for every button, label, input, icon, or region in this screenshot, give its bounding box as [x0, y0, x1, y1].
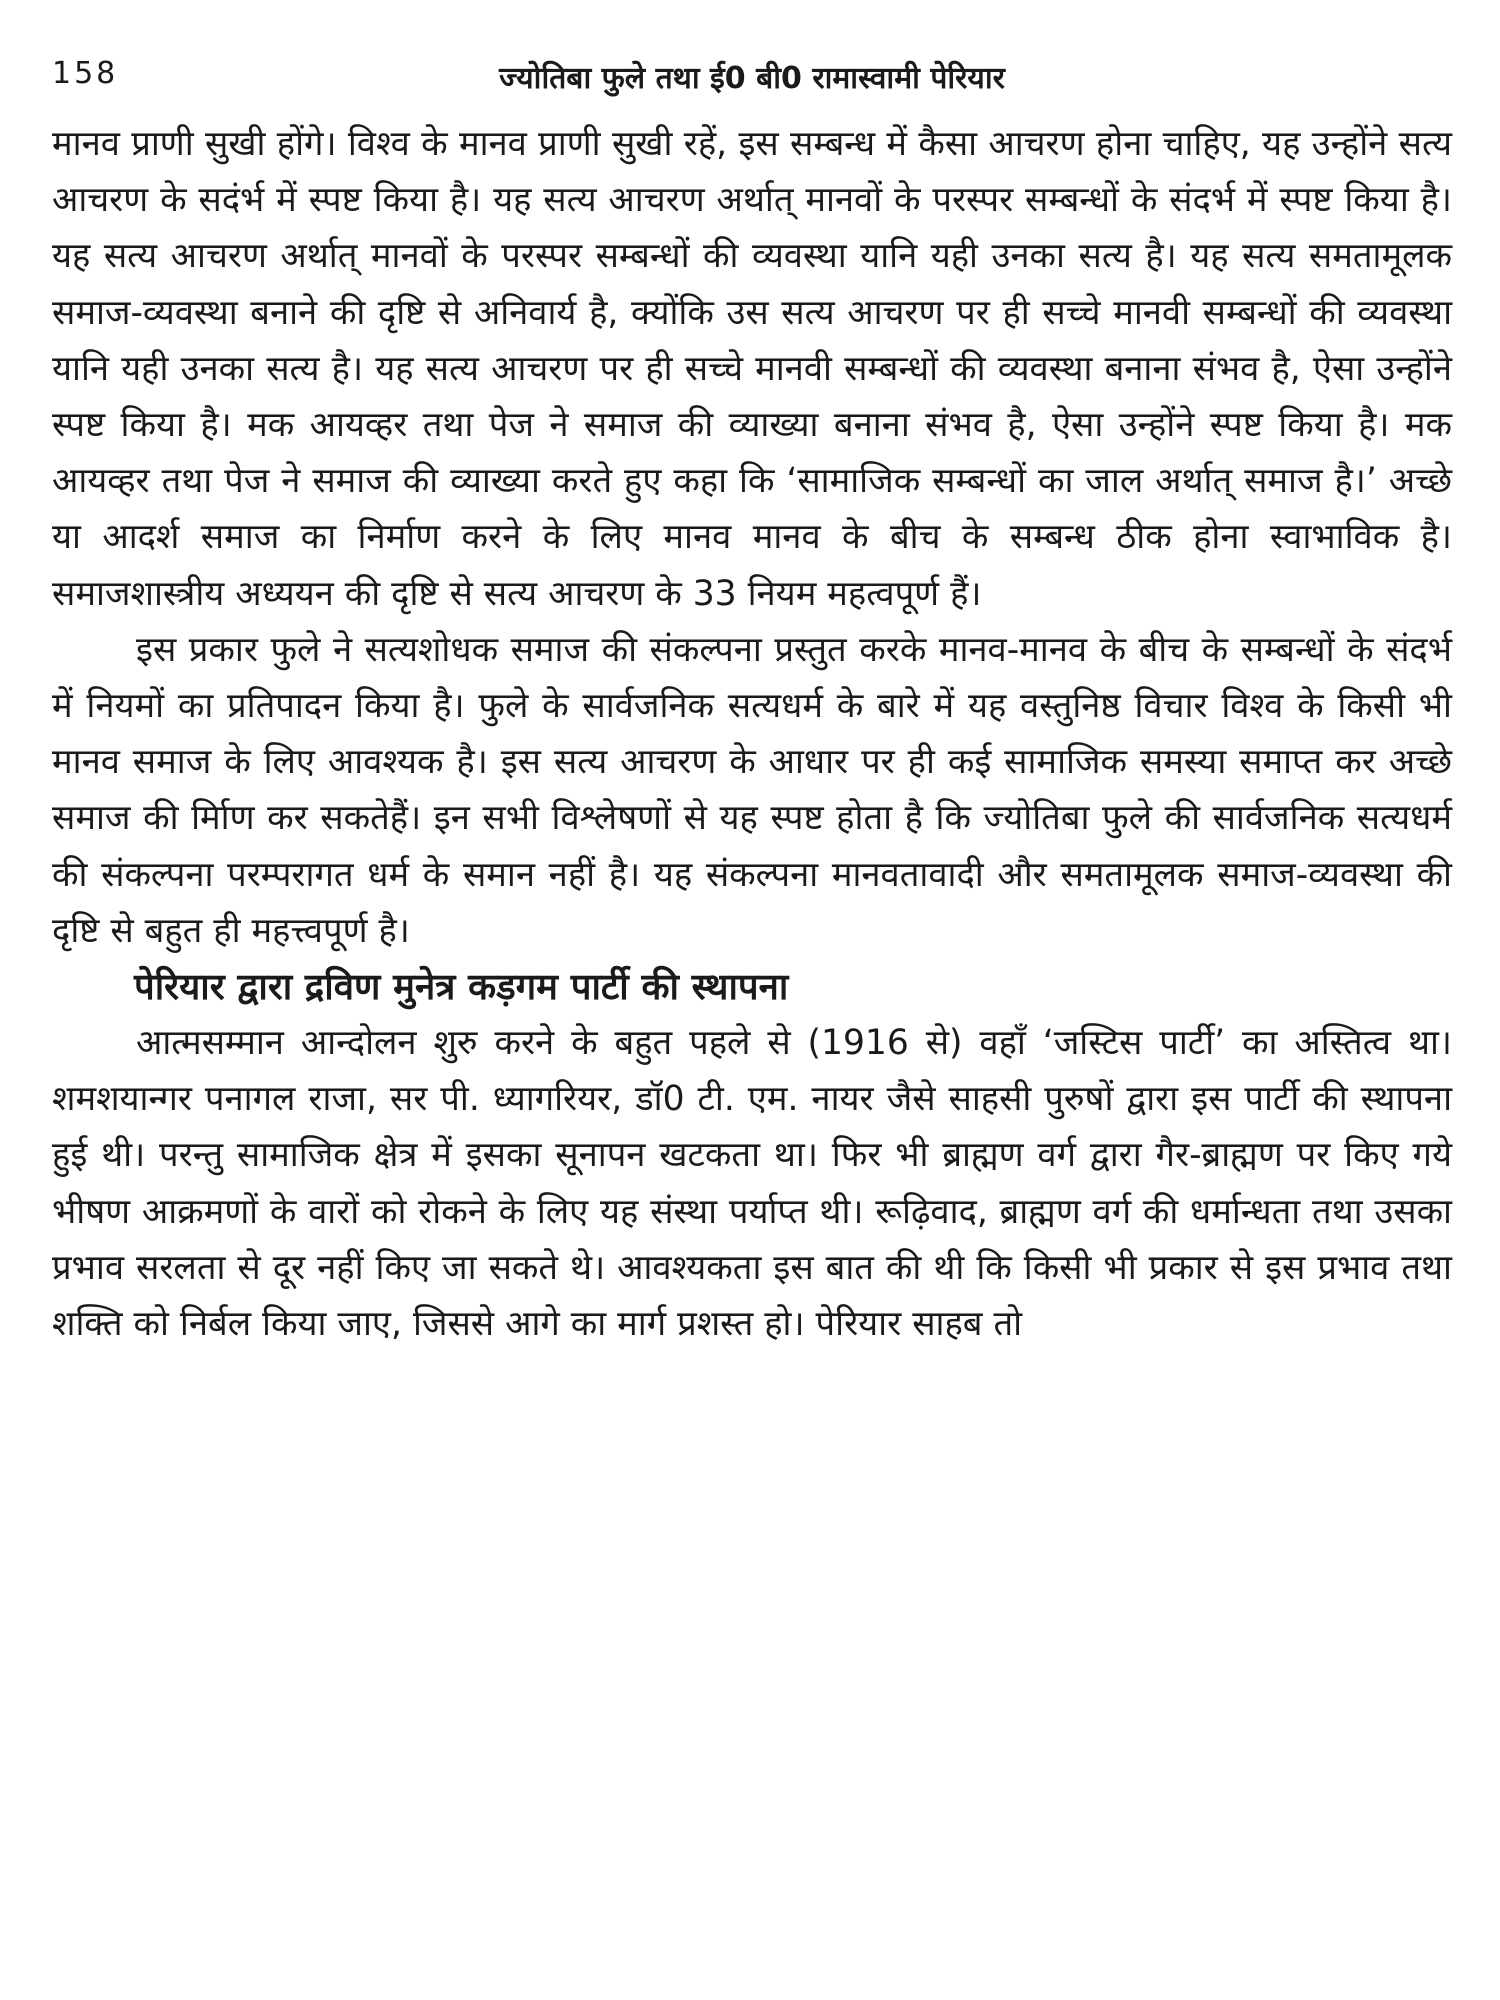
- page-header: [52, 56, 1452, 102]
- paragraph-3: आत्मसम्मान आन्दोलन शुरु करने के बहुत पहले से (1916 से) वहाँ ‘जस्टिस पार्टी’ का अस्तित्व था। शमशयान्गर पनागल राजा, सर पी. ध्यागरियर, डॉ0 टी. एम. नायर जैसे साहसी पुरुषों द्वारा इस पार्टी की स्थापना हुई थी। परन्तु सामाजिक क्षेत्र में इसका सूनापन खटकता था। फिर भी ब्राह्मण वर्ग द्वारा गैर-ब्राह्मण पर किए गये भीषण आक्रमणों के वारों को रोकने के लिए यह संस्था पर्याप्त थी। रूढ़िवाद, ब्राह्मण वर्ग की धर्मान्धता तथा उसका प्रभाव सरलता से दूर नहीं किए जा सकते थे। आवश्यकता इस बात की थी कि किसी भी प्रकार से इस प्रभाव तथा शक्ति को निर्बल किया जाए, जिससे आगे का मार्ग प्रशस्त हो। पेरियार साहब तो: [52, 1023, 1452, 1345]
- paragraph-1: मानव प्राणी सुखी होंगे। विश्व के मानव प्राणी सुखी रहें, इस सम्बन्ध में कैसा आचरण होना चाहिए, यह उन्होंने सत्य आचरण के सदंर्भ में स्पष्ट किया है। यह सत्य आचरण अर्थात् मानवों के परस्पर सम्बन्धों के संदर्भ में स्पष्ट किया है। यह सत्य आचरण अर्थात् मानवों के परस्पर सम्बन्धों की व्यवस्था यानि यही उनका सत्य है। यह सत्य समतामूलक समाज-व्यवस्था बनाने की दृष्टि से अनिवार्य है, क्योंकि उस सत्य आचरण पर ही सच्चे मानवी सम्बन्धों की व्यवस्था यानि यही उनका सत्य है। यह सत्य आचरण पर ही सच्चे मानवी सम्बन्धों की व्यवस्था बनाना संभव है, ऐसा उन्होंने स्पष्ट किया है। मक आयव्हर तथा पेज ने समाज की व्याख्या बनाना संभव है, ऐसा उन्होंने स्पष्ट किया है। मक आयव्हर तथा पेज ने समाज की व्याख्या करते हुए कहा कि ‘सामाजिक सम्बन्धों का जाल अर्थात् समाज है।’ अच्छे या आदर्श समाज का निर्माण करने के लिए मानव मानव के बीच के सम्बन्ध ठीक होना स्वाभाविक है। समाजशास्त्रीय अध्ययन की दृष्टि से सत्य आचरण के 33 नियम महत्वपूर्ण हैं।: [52, 124, 1452, 614]
- running-title: ज्योतिबा फुले तथा ई0 बी0 रामास्वामी पेरियार: [499, 61, 1005, 96]
- page-number: 158: [52, 56, 119, 91]
- paragraph-2: इस प्रकार फुले ने सत्यशोधक समाज की संकल्पना प्रस्तुत करके मानव-मानव के बीच के सम्बन्धों के संदर्भ में नियमों का प्रतिपादन किया है। फुले के सार्वजनिक सत्यधर्म के बारे में यह वस्तुनिष्ठ विचार विश्व के किसी भी मानव समाज के लिए आवश्यक है। इस सत्य आचरण के आधार पर ही कई सामाजिक समस्या समाप्त कर अच्छे समाज की र्मिाण कर सकतेहैं। इन सभी विश्लेषणों से यह स्पष्ट होता है कि ज्योतिबा फुले की सार्वजनिक सत्यधर्म की संकल्पना परम्परागत धर्म के समान नहीं है। यह संकल्पना मानवतावादी और समतामूलक समाज-व्यवस्था की दृष्टि से बहुत ही महत्त्वपूर्ण है।: [52, 629, 1452, 951]
- book-page: [52, 56, 1452, 1976]
- body-text: [52, 116, 1452, 1352]
- section-heading: पेरियार द्वारा द्रविण मुनेत्र कड़गम पार्टी की स्थापना: [134, 965, 789, 1009]
